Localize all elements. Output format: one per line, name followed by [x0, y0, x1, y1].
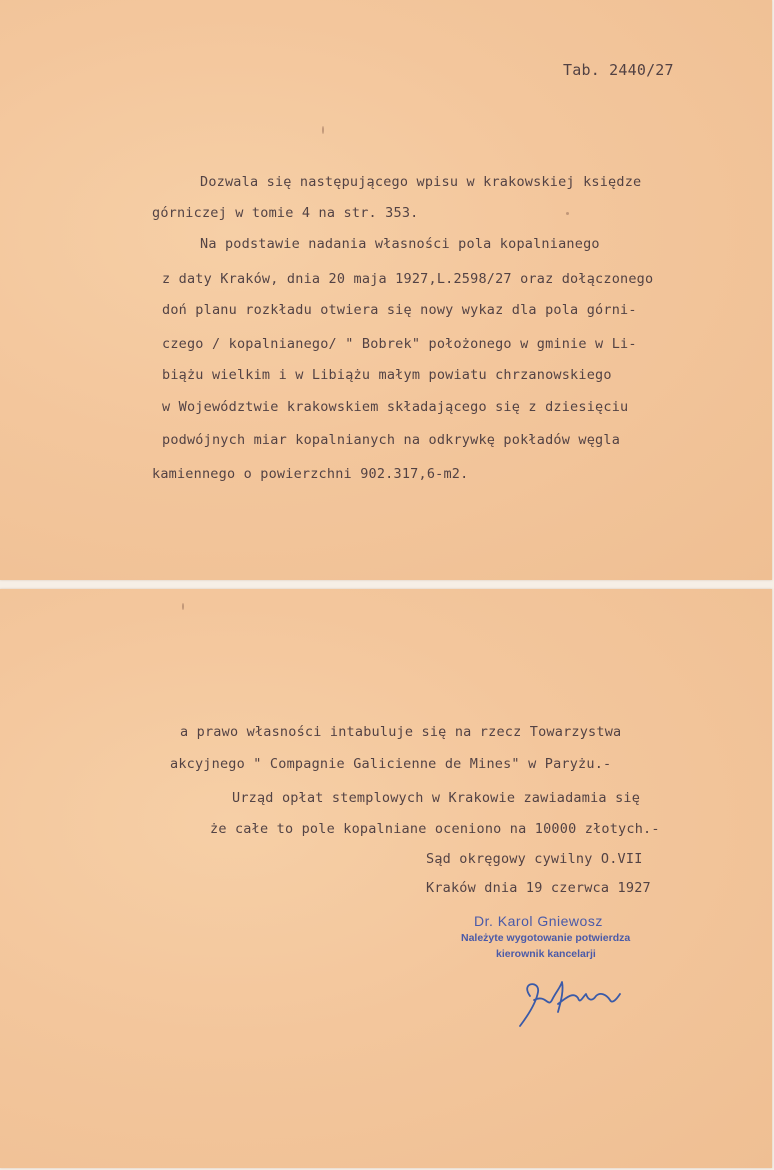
document-page-1	[0, 0, 772, 580]
document-page-2	[0, 589, 772, 1168]
body-line: czego / kopalnianego/ " Bobrek" położonego w gminie w Li-	[162, 336, 637, 352]
body-line: Na podstawie nadania własności pola kopalnianego	[200, 236, 600, 252]
body-line: z daty Kraków, dnia 20 maja 1927,L.2598/27 oraz dołączonego	[162, 271, 654, 287]
body-line: w Województwie krakowskiem składającego się z dziesięciu	[162, 399, 629, 415]
signature	[516, 978, 626, 1030]
paper-speck	[182, 603, 184, 610]
place-date: Kraków dnia 19 czerwca 1927	[426, 880, 651, 896]
body-line: biążu wielkim i w Libiążu małym powiatu chrzanowskiego	[162, 367, 612, 383]
body-line: górniczej w tomie 4 na str. 353.	[152, 205, 419, 221]
paper-speck	[566, 212, 569, 215]
court-name: Sąd okręgowy cywilny O.VII	[426, 851, 643, 867]
body-line: Urząd opłat stemplowych w Krakowie zawiadamia się	[232, 790, 641, 806]
body-line: akcyjnego " Compagnie Galicienne de Mines" w Paryżu.-	[170, 756, 612, 772]
body-line: Dozwala się następującego wpisu w krakowskiej księdze	[200, 174, 642, 190]
body-line: doń planu rozkładu otwiera się nowy wykaz dla pola górni-	[162, 302, 637, 318]
body-line: kamiennego o powierzchni 902.317,6-m2.	[152, 466, 469, 482]
stamp-name: Dr. Karol Gniewosz	[474, 913, 603, 929]
body-line: że całe to pole kopalniane oceniono na 10000 złotych.-	[210, 821, 660, 837]
stamp-title: kierownik kancelarji	[496, 948, 596, 960]
body-line: podwójnych miar kopalnianych na odkrywkę pokładów węgla	[162, 432, 621, 448]
paper-speck	[322, 126, 324, 134]
body-line: a prawo własności intabuluje się na rzecz Towarzystwa	[180, 724, 622, 740]
stamp-certification: Należyte wygotowanie potwierdza	[461, 932, 631, 944]
reference-number: Tab. 2440/27	[563, 61, 674, 79]
